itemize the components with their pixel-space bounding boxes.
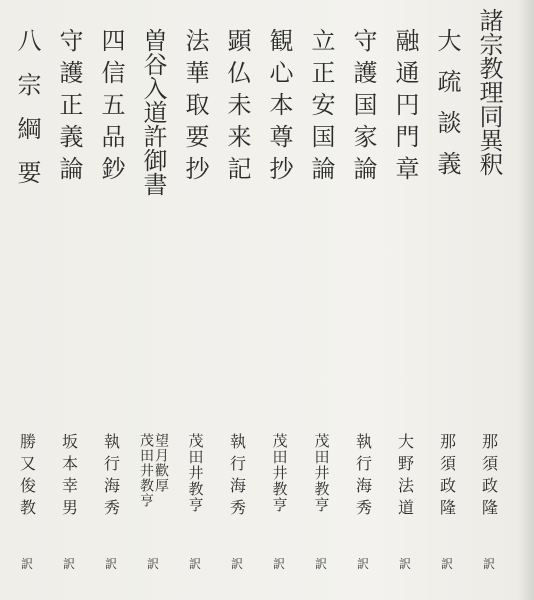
work-entry <box>48 0 90 600</box>
translator-line: 茂田井教亨 <box>186 433 205 513</box>
translator-mark: 訳 <box>188 557 201 571</box>
translator-name <box>342 433 384 543</box>
work-entry <box>342 0 384 600</box>
work-entry <box>216 0 258 600</box>
translator-mark: 訳 <box>482 557 495 571</box>
translator-name <box>468 433 510 543</box>
work-title: 八宗綱要 <box>13 28 41 204</box>
translator-line: 執行海秀 <box>353 433 373 521</box>
work-title: 曽谷入道許御書 <box>139 28 167 196</box>
work-title: 守護国家論 <box>349 28 377 188</box>
work-title: 諸宗教理同異釈 <box>475 8 503 176</box>
work-title: 顕仏未来記 <box>223 28 251 188</box>
work-title: 四信五品鈔 <box>97 28 125 188</box>
translator-line: 望月歡厚 <box>153 433 169 493</box>
translator-name <box>48 433 90 543</box>
work-title: 大疏談義 <box>433 28 461 192</box>
translator-mark: 訳 <box>356 557 369 571</box>
translator-mark: 訳 <box>104 557 117 571</box>
translator-line: 勝又俊教 <box>17 433 37 521</box>
work-entry <box>6 0 48 600</box>
work-entry <box>258 0 300 600</box>
work-entry <box>384 0 426 600</box>
translator-mark: 訳 <box>62 557 75 571</box>
translator-name <box>384 433 426 543</box>
translator-line: 茂田井教亨 <box>312 433 331 513</box>
translator-line: 坂本幸男 <box>59 433 79 521</box>
translator-name <box>426 433 468 543</box>
page-gutter-shadow <box>518 0 534 600</box>
translator-mark: 訳 <box>146 557 159 571</box>
translator-line: 大野法道 <box>395 433 415 521</box>
translator-line: 那須政隆 <box>437 433 457 521</box>
translator-name <box>132 433 174 543</box>
translator-name <box>90 433 132 543</box>
translator-mark: 訳 <box>20 557 33 571</box>
translator-name <box>174 433 216 543</box>
translator-mark: 訳 <box>272 557 285 571</box>
translator-name <box>6 433 48 543</box>
work-entry <box>174 0 216 600</box>
work-entry <box>90 0 132 600</box>
work-entry <box>468 0 510 600</box>
work-title: 観心本尊抄 <box>265 28 293 188</box>
translator-name <box>300 433 342 543</box>
translator-line: 那須政隆 <box>479 433 499 521</box>
translator-name <box>216 433 258 543</box>
work-entry <box>132 0 174 600</box>
translator-mark: 訳 <box>314 557 327 571</box>
work-title: 融通円門章 <box>391 28 419 188</box>
translator-name <box>258 433 300 543</box>
work-entry <box>426 0 468 600</box>
translator-mark: 訳 <box>398 557 411 571</box>
work-entry <box>300 0 342 600</box>
work-title: 立正安国論 <box>307 28 335 188</box>
translator-line: 茂田井教亨 <box>270 433 289 513</box>
work-title: 守護正義論 <box>55 28 83 188</box>
translator-line: 茂田井教亨 <box>138 433 154 508</box>
translator-line: 執行海秀 <box>227 433 247 521</box>
translator-mark: 訳 <box>440 557 453 571</box>
work-title: 法華取要抄 <box>181 28 209 188</box>
translator-mark: 訳 <box>230 557 243 571</box>
translator-line: 執行海秀 <box>101 433 121 521</box>
